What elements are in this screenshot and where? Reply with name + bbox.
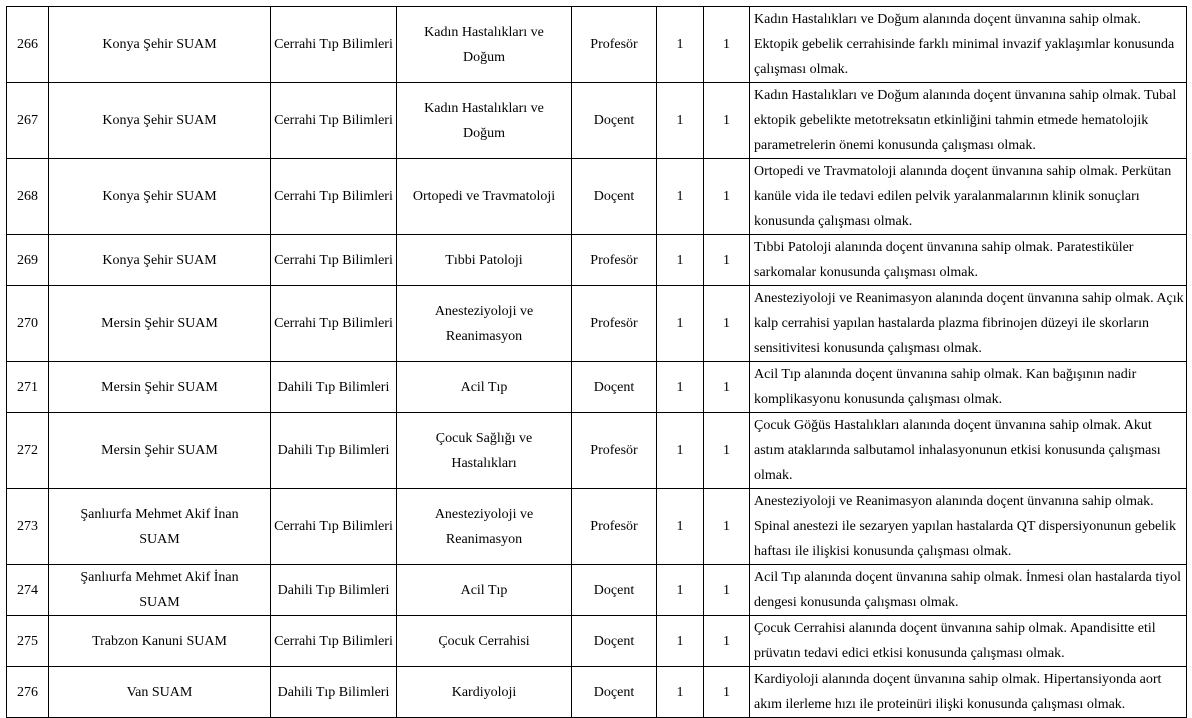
row-number: 275 bbox=[7, 616, 49, 667]
department-cell: Çocuk Cerrahisi bbox=[397, 616, 572, 667]
title-cell: Profesör bbox=[572, 489, 657, 565]
title-cell: Profesör bbox=[572, 7, 657, 83]
requirement-cell: Kadın Hastalıkları ve Doğum alanında doçent ünvanına sahip olmak. Tubal ektopik gebelikte metotreksatın etkinliğini tahmin etmede hematolojik parametrelerin önemi konusunda çalışması olmak. bbox=[750, 83, 1187, 159]
field-cell: Dahili Tıp Bilimleri bbox=[271, 413, 397, 489]
field-cell: Dahili Tıp Bilimleri bbox=[271, 565, 397, 616]
field-cell: Cerrahi Tıp Bilimleri bbox=[271, 235, 397, 286]
institution-cell: Konya Şehir SUAM bbox=[49, 235, 271, 286]
row-number: 268 bbox=[7, 159, 49, 235]
count-cell: 1 bbox=[657, 616, 704, 667]
table-row bbox=[7, 362, 1187, 413]
table-row bbox=[7, 565, 1187, 616]
requirement-cell: Tıbbi Patoloji alanında doçent ünvanına sahip olmak. Paratestiküler sarkomalar konusunda çalışması olmak. bbox=[750, 235, 1187, 286]
institution-cell: Mersin Şehir SUAM bbox=[49, 286, 271, 362]
department-cell: Kadın Hastalıkları ve Doğum bbox=[397, 83, 572, 159]
requirement-cell: Kardiyoloji alanında doçent ünvanına sahip olmak. Hipertansiyonda aort akım ilerleme hızı ile proteinüri ilişki konusunda çalışması olmak. bbox=[750, 667, 1187, 718]
field-cell: Cerrahi Tıp Bilimleri bbox=[271, 7, 397, 83]
institution-cell: Şanlıurfa Mehmet Akif İnan SUAM bbox=[49, 565, 271, 616]
field-cell: Cerrahi Tıp Bilimleri bbox=[271, 159, 397, 235]
field-cell: Cerrahi Tıp Bilimleri bbox=[271, 286, 397, 362]
row-number: 266 bbox=[7, 7, 49, 83]
count-cell: 1 bbox=[704, 83, 750, 159]
table-row bbox=[7, 83, 1187, 159]
institution-cell: Konya Şehir SUAM bbox=[49, 83, 271, 159]
department-cell: Anesteziyoloji ve Reanimasyon bbox=[397, 286, 572, 362]
title-cell: Doçent bbox=[572, 565, 657, 616]
requirement-cell: Çocuk Cerrahisi alanında doçent ünvanına sahip olmak. Apandisitte etil prüvatın tedavi edici etkisi konusunda çalışması olmak. bbox=[750, 616, 1187, 667]
count-cell: 1 bbox=[657, 83, 704, 159]
table-row bbox=[7, 235, 1187, 286]
department-cell: Ortopedi ve Travmatoloji bbox=[397, 159, 572, 235]
title-cell: Doçent bbox=[572, 616, 657, 667]
count-cell: 1 bbox=[657, 7, 704, 83]
department-cell: Tıbbi Patoloji bbox=[397, 235, 572, 286]
title-cell: Profesör bbox=[572, 235, 657, 286]
table-row bbox=[7, 286, 1187, 362]
row-number: 267 bbox=[7, 83, 49, 159]
requirement-cell: Anesteziyoloji ve Reanimasyon alanında doçent ünvanına sahip olmak. Açık kalp cerrahisi yapılan hastalarda plazma fibrinojen düzeyi ile skorların sensitivitesi konusunda çalışması olmak. bbox=[750, 286, 1187, 362]
row-number: 274 bbox=[7, 565, 49, 616]
requirement-cell: Ortopedi ve Travmatoloji alanında doçent ünvanına sahip olmak. Perkütan kanüle vida ile tedavi edilen pelvik yaralanmalarının klinik sonuçları konusunda çalışması olmak. bbox=[750, 159, 1187, 235]
requirement-cell: Anesteziyoloji ve Reanimasyon alanında doçent ünvanına sahip olmak. Spinal anestezi ile sezaryen yapılan hastalarda QT dispersiyonunun gebelik haftası ile ilişkisi konusunda çalışması olmak. bbox=[750, 489, 1187, 565]
count-cell: 1 bbox=[704, 413, 750, 489]
count-cell: 1 bbox=[657, 362, 704, 413]
field-cell: Cerrahi Tıp Bilimleri bbox=[271, 616, 397, 667]
count-cell: 1 bbox=[657, 565, 704, 616]
title-cell: Doçent bbox=[572, 362, 657, 413]
title-cell: Profesör bbox=[572, 286, 657, 362]
row-number: 272 bbox=[7, 413, 49, 489]
institution-cell: Konya Şehir SUAM bbox=[49, 7, 271, 83]
count-cell: 1 bbox=[657, 489, 704, 565]
department-cell: Kadın Hastalıkları ve Doğum bbox=[397, 7, 572, 83]
count-cell: 1 bbox=[704, 616, 750, 667]
count-cell: 1 bbox=[657, 286, 704, 362]
count-cell: 1 bbox=[704, 286, 750, 362]
institution-cell: Mersin Şehir SUAM bbox=[49, 413, 271, 489]
row-number: 276 bbox=[7, 667, 49, 718]
count-cell: 1 bbox=[704, 235, 750, 286]
institution-cell: Van SUAM bbox=[49, 667, 271, 718]
count-cell: 1 bbox=[657, 413, 704, 489]
requirement-cell: Acil Tıp alanında doçent ünvanına sahip olmak. Kan bağışının nadir komplikasyonu konusunda çalışması olmak. bbox=[750, 362, 1187, 413]
requirement-cell: Kadın Hastalıkları ve Doğum alanında doçent ünvanına sahip olmak. Ektopik gebelik cerrahisinde farklı minimal invazif yaklaşımlar konusunda çalışması olmak. bbox=[750, 7, 1187, 83]
row-number: 271 bbox=[7, 362, 49, 413]
title-cell: Profesör bbox=[572, 413, 657, 489]
institution-cell: Konya Şehir SUAM bbox=[49, 159, 271, 235]
row-number: 270 bbox=[7, 286, 49, 362]
field-cell: Cerrahi Tıp Bilimleri bbox=[271, 83, 397, 159]
institution-cell: Şanlıurfa Mehmet Akif İnan SUAM bbox=[49, 489, 271, 565]
table-body bbox=[7, 7, 1187, 718]
table-row bbox=[7, 616, 1187, 667]
row-number: 269 bbox=[7, 235, 49, 286]
table-row bbox=[7, 489, 1187, 565]
department-cell: Kardiyoloji bbox=[397, 667, 572, 718]
count-cell: 1 bbox=[704, 7, 750, 83]
count-cell: 1 bbox=[704, 489, 750, 565]
row-number: 273 bbox=[7, 489, 49, 565]
count-cell: 1 bbox=[704, 159, 750, 235]
table-row bbox=[7, 7, 1187, 83]
field-cell: Dahili Tıp Bilimleri bbox=[271, 362, 397, 413]
table-row bbox=[7, 413, 1187, 489]
count-cell: 1 bbox=[657, 159, 704, 235]
count-cell: 1 bbox=[704, 565, 750, 616]
institution-cell: Mersin Şehir SUAM bbox=[49, 362, 271, 413]
table-row bbox=[7, 667, 1187, 718]
count-cell: 1 bbox=[657, 667, 704, 718]
requirement-cell: Çocuk Göğüs Hastalıkları alanında doçent ünvanına sahip olmak. Akut astım ataklarında salbutamol inhalasyonunun etkisi konusunda çalışması olmak. bbox=[750, 413, 1187, 489]
field-cell: Dahili Tıp Bilimleri bbox=[271, 667, 397, 718]
title-cell: Doçent bbox=[572, 667, 657, 718]
title-cell: Doçent bbox=[572, 159, 657, 235]
count-cell: 1 bbox=[704, 362, 750, 413]
department-cell: Çocuk Sağlığı ve Hastalıkları bbox=[397, 413, 572, 489]
positions-table bbox=[6, 6, 1187, 718]
count-cell: 1 bbox=[704, 667, 750, 718]
table-row bbox=[7, 159, 1187, 235]
institution-cell: Trabzon Kanuni SUAM bbox=[49, 616, 271, 667]
department-cell: Acil Tıp bbox=[397, 362, 572, 413]
department-cell: Anesteziyoloji ve Reanimasyon bbox=[397, 489, 572, 565]
department-cell: Acil Tıp bbox=[397, 565, 572, 616]
title-cell: Doçent bbox=[572, 83, 657, 159]
requirement-cell: Acil Tıp alanında doçent ünvanına sahip olmak. İnmesi olan hastalarda tiyol dengesi konusunda çalışması olmak. bbox=[750, 565, 1187, 616]
count-cell: 1 bbox=[657, 235, 704, 286]
field-cell: Cerrahi Tıp Bilimleri bbox=[271, 489, 397, 565]
